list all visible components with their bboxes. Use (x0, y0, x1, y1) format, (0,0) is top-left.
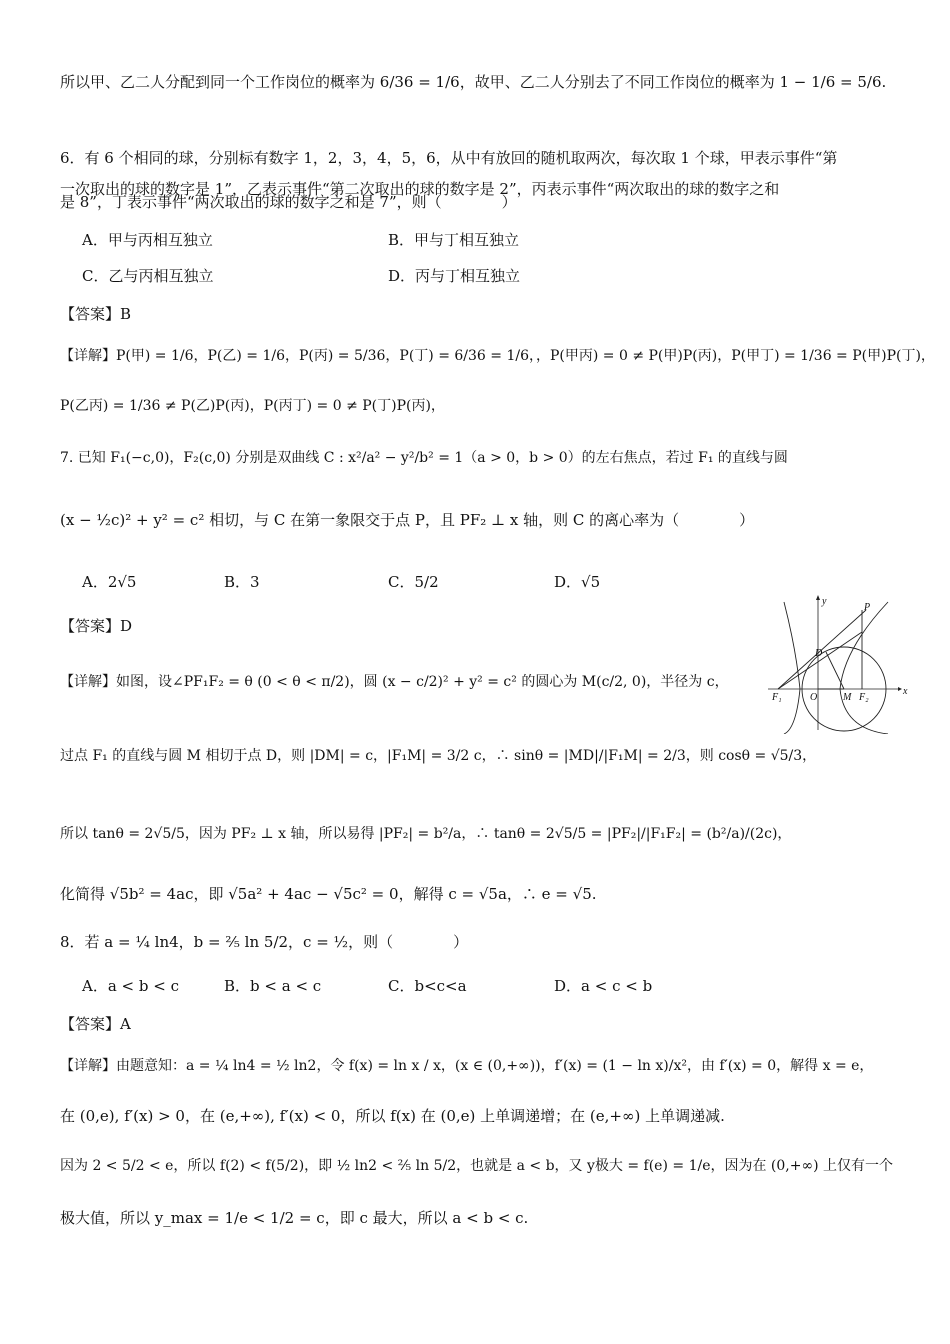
question-8-option-a: A．a < b < c (82, 977, 179, 995)
question-6-answer: 【答案】B (60, 305, 132, 323)
question-7-option-c: C．5/2 (388, 573, 439, 591)
question-6-explanation: 【详解】P(甲) = 1/6，P(乙) = 1/6，P(丙) = 5/36，P(丁) = 6/36 = 1/6，，P(甲丙) = 0 ≠ P(甲)P(丙)，P(甲丁) = 1/36 = P(甲)P(丁)， (60, 348, 935, 364)
question-7-option-d: D．√5 (554, 573, 601, 591)
question-6-stem-end: 是 8”，丁表示事件“两次取出的球的数字之和是 7”，则（ ） (60, 193, 517, 211)
question-7-option-b: B．3 (224, 573, 260, 591)
question-8-stem: 8．若 a = ¼ ln4，b = ⅖ ln 5/2，c = ½，则（ ） (60, 933, 469, 951)
point-m-label: M (843, 692, 852, 703)
segment-md (826, 652, 844, 689)
question-7-stem: 7. 已知 F₁(−c,0)，F₂(c,0) 分别是双曲线 C : x²/a² − y²/b² = 1（a > 0，b > 0）的左右焦点，若过 F₁ 的直线与圆 (60, 450, 788, 466)
question-7-explanation-cont: 过点 F₁ 的直线与圆 M 相切于点 D，则 |DM| = c，|F₁M| = 3/2 c，∴ sinθ = |MD|/|F₁M| = 2/3，则 cosθ = √5/3， (60, 748, 817, 764)
question-7-explanation-end: 化简得 √5b² = 4ac，即 √5a² + 4ac − √5c² = 0，解得 c = √5a，∴ e = √5. (60, 885, 597, 903)
question-8-explanation-cont: 因为 2 < 5/2 < e，所以 f(2) < f(5/2)，即 ½ ln2 < ⅖ ln 5/2，也就是 a < b，又 y极大 = f(e) = 1/e，因为在 (0,+∞) 上仅有一个 (60, 1158, 894, 1174)
y-axis-arrow (816, 595, 820, 600)
hyperbola-left-branch (784, 602, 800, 734)
question-8-answer: 【答案】A (60, 1015, 131, 1033)
point-f2-label: F₂ (859, 692, 869, 703)
y-axis-label: y (822, 596, 827, 607)
line-f1-p (778, 632, 862, 689)
point-p-label: P (864, 602, 871, 613)
question-8-explanation-end: 极大值，所以 y_max = 1/e < 1/2 = c，即 c 最大，所以 a < b < c. (60, 1209, 529, 1227)
question-7-explanation: 【详解】如图，设∠PF₁F₂ = θ (0 < θ < π/2)，圆 (x − c/2)² + y² = c² 的圆心为 M(c/2, 0)，半径为 c， (60, 674, 729, 690)
question-6-option-a: A．甲与丙相互独立 (82, 231, 213, 249)
question-7-option-a: A．2√5 (82, 573, 137, 591)
point-d-label: D (815, 648, 823, 659)
question-7-stem-cont: (x − ½c)² + y² = c² 相切，与 C 在第一象限交于点 P，且 PF₂ ⊥ x 轴，则 C 的离心率为（ ） (60, 511, 755, 529)
point-f1-label: F₁ (772, 692, 782, 703)
question-7-answer: 【答案】D (60, 617, 133, 635)
hyperbola-circle-figure (760, 594, 910, 734)
solution-text-line: 所以甲、乙二人分配到同一个工作岗位的概率为 6/36 = 1/6，故甲、乙二人分别去了不同工作岗位的概率为 1 − 1/6 = 5/6. (60, 73, 887, 91)
question-6-stem-cont: 一次取出的球的数字是 1”，乙表示事件“第二次取出的球的数字是 2”，丙表示事件“两次取出的球的数字之和 (60, 180, 780, 198)
question-8-explanation: 【详解】由题意知：a = ¼ ln4 = ½ ln2，令 f(x) = ln x / x，(x ∈ (0,+∞))，f′(x) = (1 − ln x)/x²，由 f′(x) = 0，解得 x = e， (60, 1058, 874, 1074)
question-6-stem: 6．有 6 个相同的球，分别标有数字 1，2，3，4，5，6，从中有放回的随机取两次，每次取 1 个球，甲表示事件“第 (60, 149, 838, 167)
question-6-option-b: B．甲与丁相互独立 (388, 231, 520, 249)
question-6-option-d: D．丙与丁相互独立 (388, 267, 521, 285)
question-8-option-d: D．a < c < b (554, 977, 653, 995)
x-axis-label: x (903, 686, 908, 697)
question-6-explanation-cont: P(乙丙) = 1/36 ≠ P(乙)P(丙)，P(丙丁) = 0 ≠ P(丁)P(丙)， (60, 398, 445, 414)
question-7-explanation-cont: 所以 tanθ = 2√5/5，因为 PF₂ ⊥ x 轴，所以易得 |PF₂| = b²/a，∴ tanθ = 2√5/5 = |PF₂|/|F₁F₂| = (b²/a)/(2c)， (60, 826, 792, 842)
question-8-explanation-cont: 在 (0,e), f′(x) > 0，在 (e,+∞), f′(x) < 0，所以 f(x) 在 (0,e) 上单调递增；在 (e,+∞) 上单调递减. (60, 1107, 725, 1125)
question-8-option-b: B．b < a < c (224, 977, 322, 995)
origin-label: O (810, 692, 818, 703)
question-8-option-c: C．b<c<a (388, 977, 467, 995)
x-axis-arrow (898, 687, 902, 691)
question-6-option-c: C．乙与丙相互独立 (82, 267, 214, 285)
